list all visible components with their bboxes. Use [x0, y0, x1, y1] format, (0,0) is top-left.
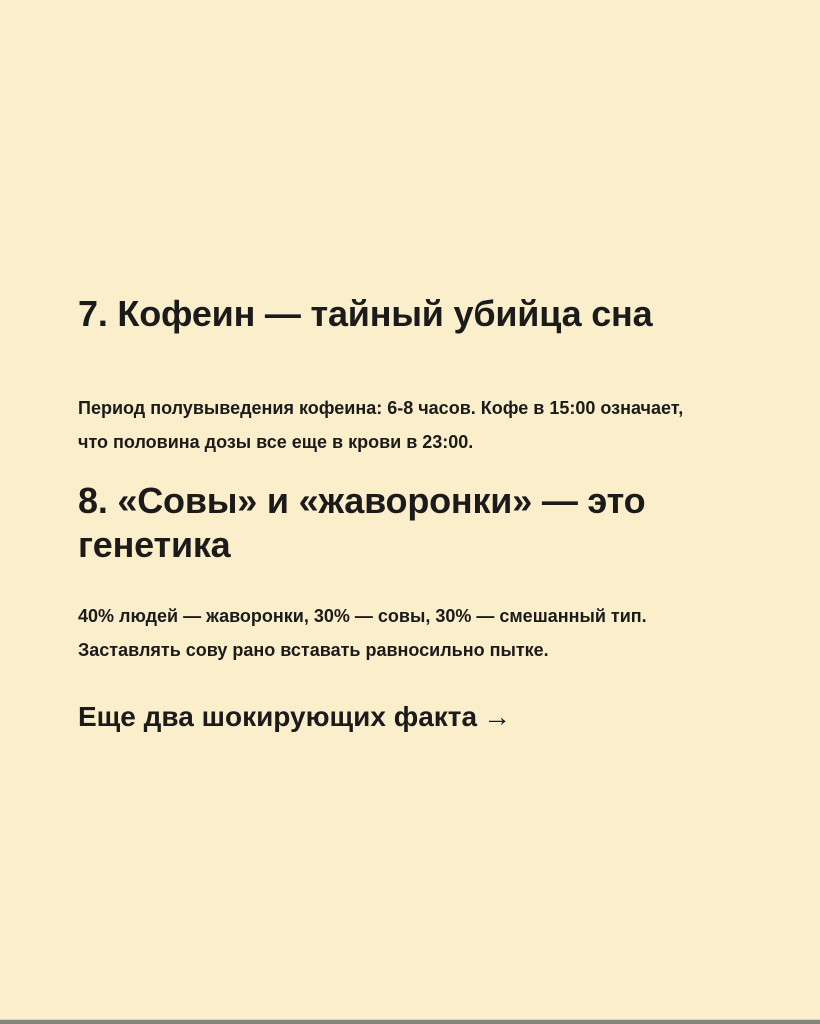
section-title-line: генетика	[78, 524, 231, 565]
slide-content	[78, 292, 750, 737]
section-8-title	[78, 479, 750, 567]
section-title-line: 8. «Совы» и «жаворонки» — это	[78, 480, 646, 521]
section-body-line: Заставлять сову рано вставать равносильно пытке.	[78, 640, 549, 660]
bottom-edge-bar	[0, 1019, 820, 1024]
section-8-body	[78, 599, 750, 667]
next-facts-link-label: Еще два шокирующих факта	[78, 701, 478, 732]
arrow-right-icon: →	[483, 701, 512, 732]
section-title-line: 7. Кофеин — тайный убийца сна	[78, 293, 653, 334]
section-7-title	[78, 292, 750, 336]
section-body-line: 40% людей — жаворонки, 30% — совы, 30% — смешанный тип.	[78, 606, 647, 626]
section-7-body	[78, 391, 750, 459]
fact-section-7	[78, 292, 750, 459]
next-facts-link[interactable]	[78, 697, 511, 737]
fact-section-8	[78, 479, 750, 667]
section-body-line: Период полувыведения кофеина: 6-8 часов. Кофе в 15:00 означает,	[78, 398, 684, 418]
section-body-line: что половина дозы все еще в крови в 23:00.	[78, 432, 474, 452]
